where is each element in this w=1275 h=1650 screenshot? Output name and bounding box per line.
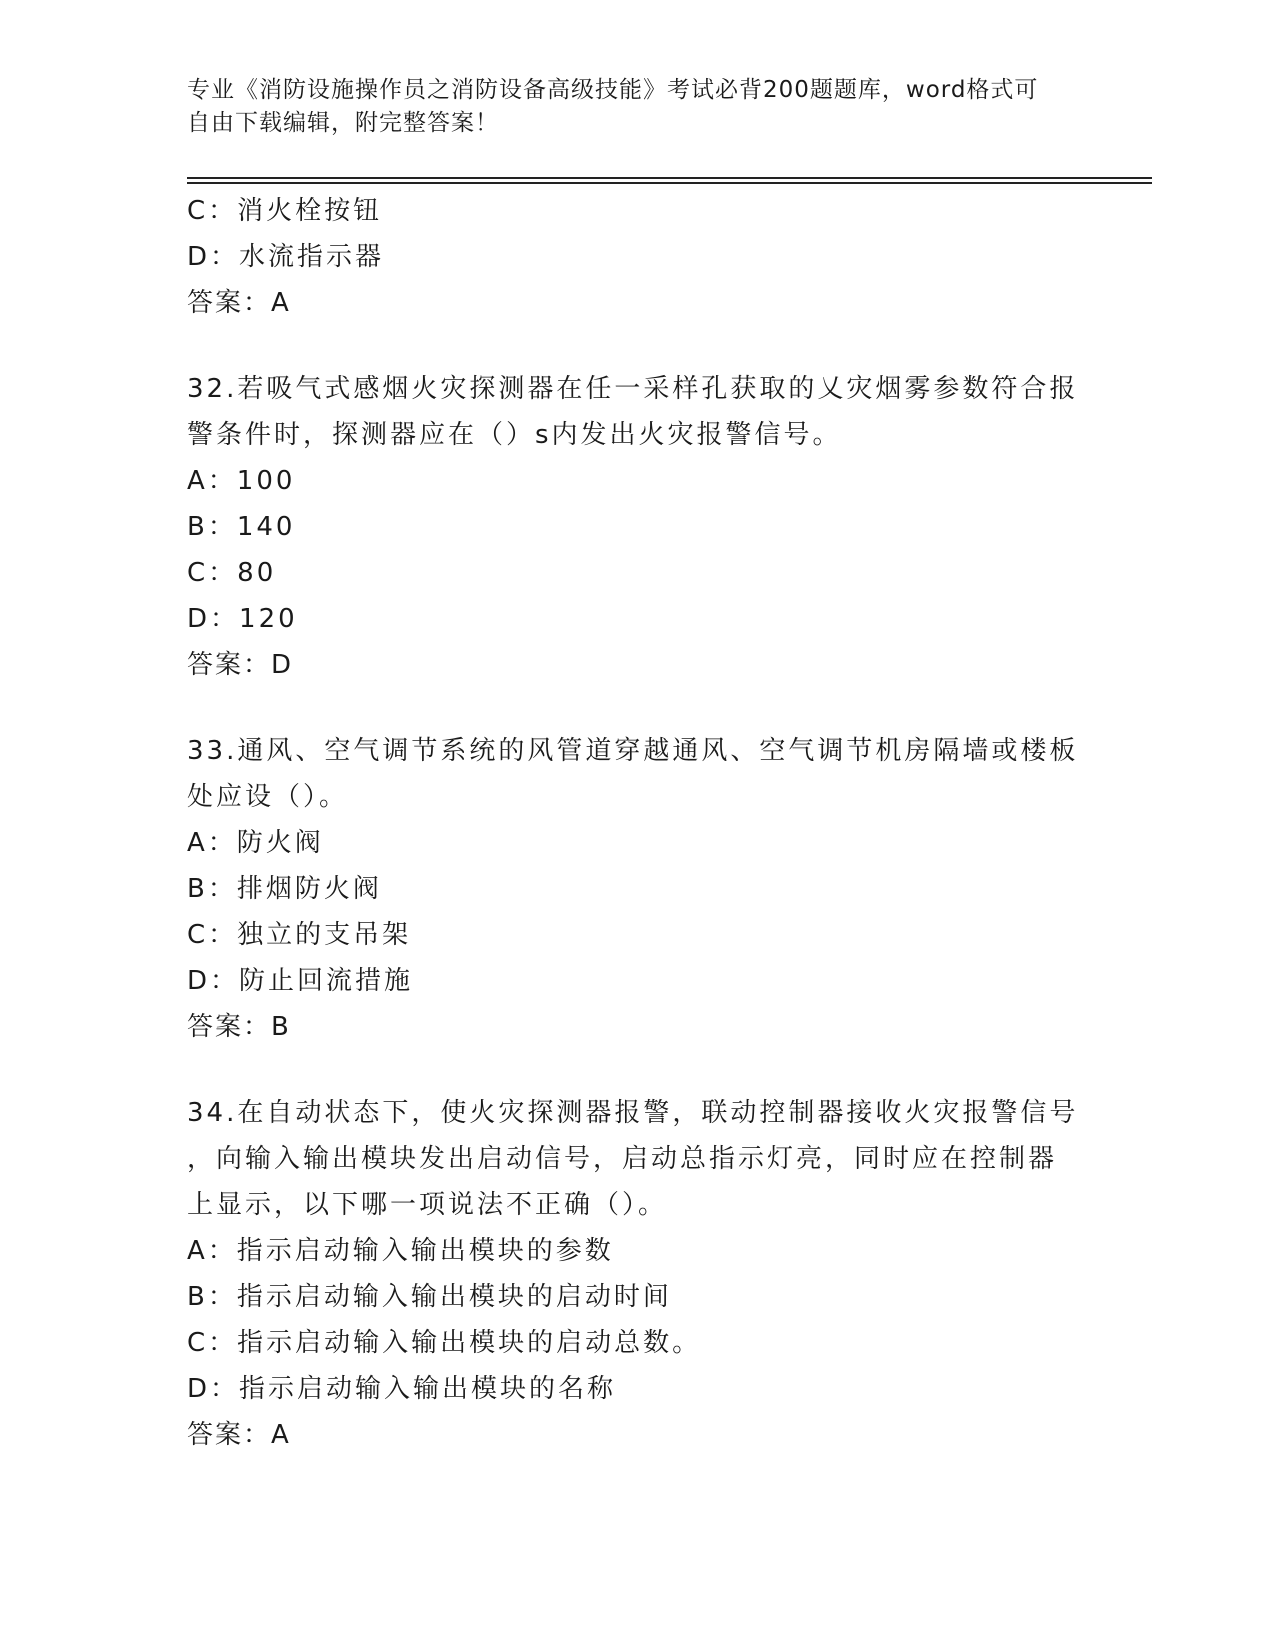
option-c: C：指示启动输入输出模块的启动总数。: [187, 1328, 702, 1358]
question-stem-line: 处应设（）。: [187, 782, 349, 812]
option-b: B：140: [187, 512, 296, 542]
option-a: A：指示启动输入输出模块的参数: [187, 1236, 614, 1266]
question-stem-line: 34.在自动状态下，使火灾探测器报警，联动控制器接收火灾报警信号: [187, 1098, 1079, 1128]
option-a: A：100: [187, 466, 296, 496]
option-c: C：独立的支吊架: [187, 920, 412, 950]
option-b: B：指示启动输入输出模块的启动时间: [187, 1282, 672, 1312]
question-stem-line: ，向输入输出模块发出启动信号，启动总指示灯亮，同时应在控制器: [187, 1144, 1058, 1174]
carryover-question: [187, 188, 1087, 326]
header-line-2: 自由下载编辑，附完整答案！: [187, 110, 499, 136]
header-divider-top: [187, 177, 1152, 179]
question-stem-line: 警条件时，探测器应在（）s内发出火灾报警信号。: [187, 420, 842, 450]
header-divider-bottom: [187, 182, 1152, 184]
header-line-1: 专业《消防设施操作员之消防设备高级技能》考试必背200题题库，word格式可: [187, 77, 1039, 103]
answer-line: 答案：A: [187, 1420, 291, 1450]
option-d: D：防止回流措施: [187, 966, 414, 996]
question-list: [187, 188, 1087, 1458]
option-d: D：指示启动输入输出模块的名称: [187, 1374, 617, 1404]
question-stem-line: 32.若吸气式感烟火灾探测器在任一采样孔获取的乂灾烟雾参数符合报: [187, 374, 1079, 404]
option-d: D：120: [187, 604, 298, 634]
document-header: [187, 74, 1067, 140]
answer-line: 答案：D: [187, 650, 294, 680]
answer-line: 答案：B: [187, 1012, 291, 1042]
question-32: [187, 366, 1087, 688]
question-34: [187, 1090, 1087, 1458]
option-b: B：排烟防火阀: [187, 874, 382, 904]
question-stem-line: 33.通风、空气调节系统的风管道穿越通风、空气调节机房隔墙或楼板: [187, 736, 1079, 766]
option-c: C：消火栓按钮: [187, 196, 383, 226]
question-33: [187, 728, 1087, 1050]
option-c: C：80: [187, 558, 277, 588]
option-a: A：防火阀: [187, 828, 324, 858]
question-stem-line: 上显示，以下哪一项说法不正确（）。: [187, 1190, 668, 1220]
answer-line: 答案：A: [187, 288, 291, 318]
option-d: D：水流指示器: [187, 242, 385, 272]
